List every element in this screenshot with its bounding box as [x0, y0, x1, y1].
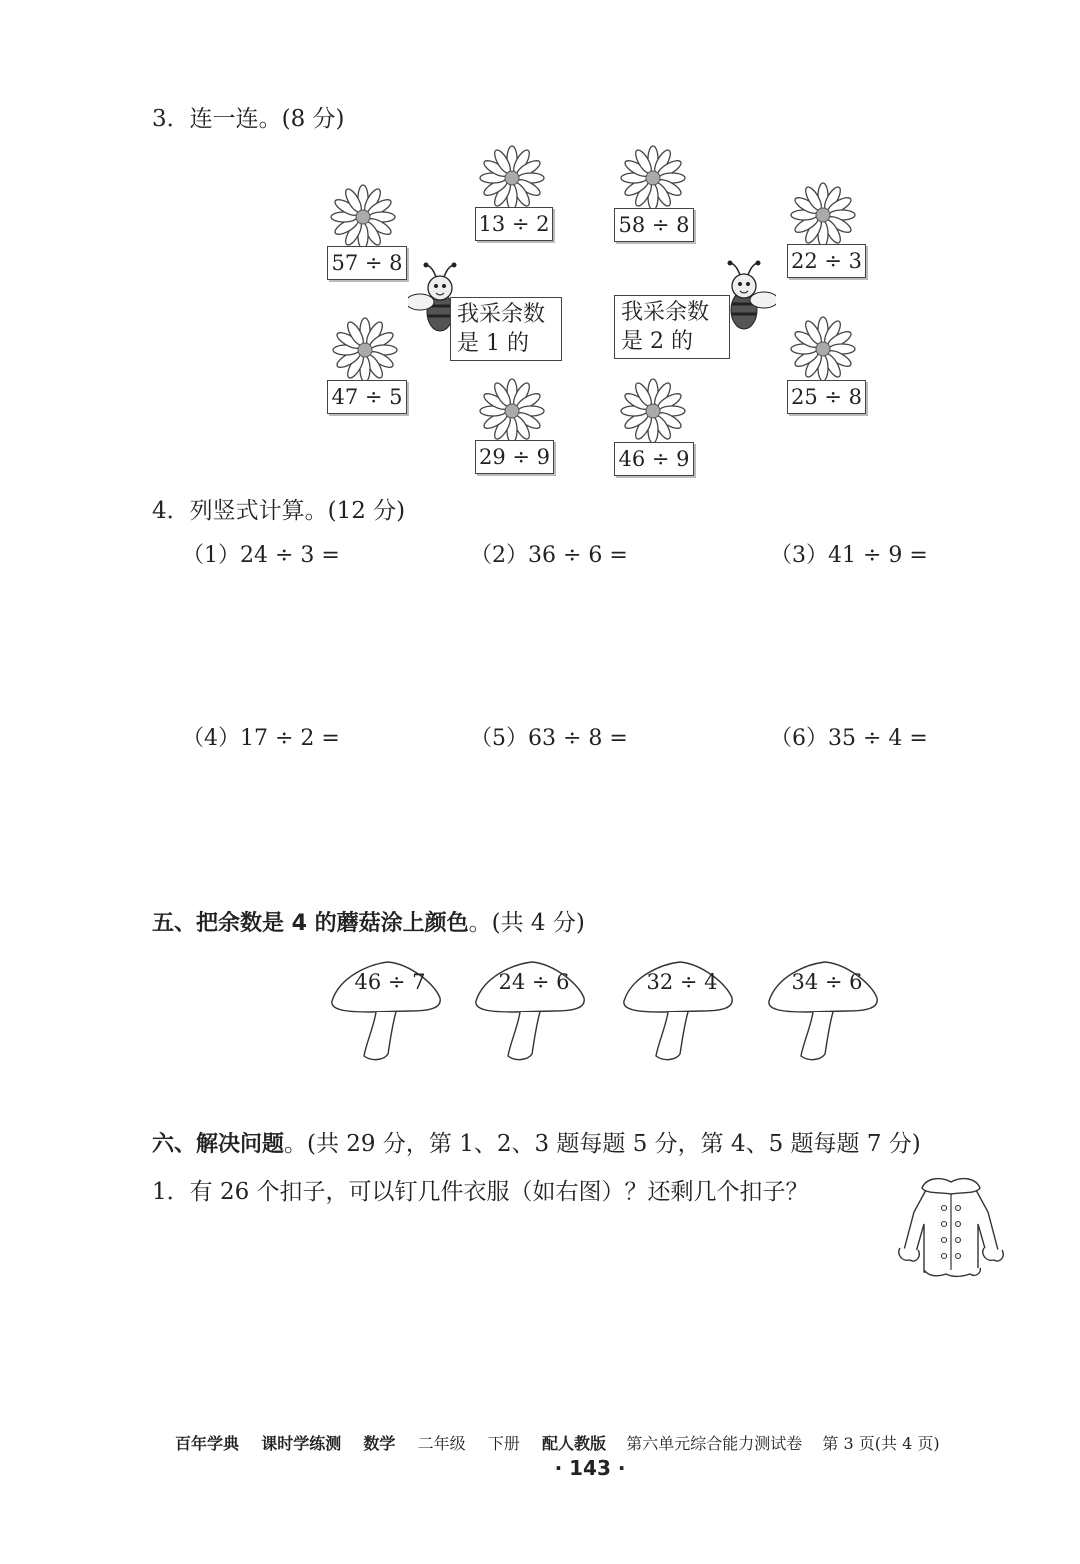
page-number: · 143 · [554, 1456, 626, 1480]
flower-icon [479, 378, 545, 444]
question-4-title: 4．列竖式计算。(12 分) [152, 498, 406, 524]
mushroom-label: 34 ÷ 6 [791, 970, 863, 994]
flower-icon [620, 145, 686, 211]
footer-test-name: 第六单元综合能力测试卷 [626, 1434, 803, 1453]
section-6-heading: 六、解决问题 [152, 1132, 285, 1157]
question-3-title: 3．连一连。(8 分) [152, 106, 345, 132]
match-box[interactable]: 47 ÷ 5 [327, 380, 407, 414]
calc-item-1: （1）24 ÷ 3 = [182, 543, 340, 568]
bee-label-remainder-1[interactable]: 我采余数 是 1 的 [450, 297, 562, 361]
calc-item-2: （2）36 ÷ 6 = [470, 543, 628, 568]
match-box[interactable]: 22 ÷ 3 [787, 244, 866, 278]
calc-item-4: （4）17 ÷ 2 = [182, 726, 340, 751]
mushroom-label: 32 ÷ 4 [646, 970, 718, 994]
footer-series: 课时学练测 [261, 1434, 342, 1453]
mushroom-label: 46 ÷ 7 [354, 970, 426, 994]
footer-brand: 百年学典 [175, 1434, 240, 1453]
match-box[interactable]: 13 ÷ 2 [475, 207, 553, 241]
flower-icon [332, 317, 398, 383]
section-5-heading: 五、把余数是 4 的蘑菇涂上颜色 [152, 911, 469, 936]
flower-icon [790, 182, 856, 248]
bee-label-remainder-2[interactable]: 我采余数 是 2 的 [614, 295, 730, 359]
problem-1-text: 1．有 26 个扣子，可以钉几件衣服（如右图）？还剩几个扣子？ [152, 1179, 809, 1205]
calc-item-6: （6）35 ÷ 4 = [770, 726, 928, 751]
footer-page-info: 第 3 页(共 4 页) [822, 1434, 940, 1453]
flower-icon [479, 145, 545, 211]
match-box[interactable]: 46 ÷ 9 [614, 442, 694, 476]
match-box[interactable]: 58 ÷ 8 [614, 208, 694, 242]
section-6-title [152, 1125, 921, 1158]
flower-icon [330, 184, 396, 250]
section-6-score: 。(共 29 分，第 1、2、3 题每题 5 分，第 4、5 题每题 7 分) [284, 1131, 921, 1157]
section-5-score: 。(共 4 分) [468, 910, 585, 936]
footer-grade: 二年级 [417, 1434, 466, 1453]
mushroom-label: 24 ÷ 6 [498, 970, 570, 994]
flower-icon [620, 378, 686, 444]
calc-item-5: （5）63 ÷ 8 = [470, 726, 628, 751]
flower-icon [790, 316, 856, 382]
footer-subject: 数学 [363, 1434, 396, 1453]
footer-volume: 下册 [487, 1434, 520, 1453]
match-box[interactable]: 25 ÷ 8 [787, 380, 866, 414]
section-5-title [152, 904, 585, 937]
coat-icon [896, 1172, 1004, 1282]
match-box[interactable]: 29 ÷ 9 [475, 440, 554, 474]
footer-edition: 配人教版 [542, 1434, 607, 1453]
footer-line [175, 1431, 940, 1454]
match-box[interactable]: 57 ÷ 8 [327, 246, 407, 280]
calc-item-3: （3）41 ÷ 9 = [770, 543, 928, 568]
